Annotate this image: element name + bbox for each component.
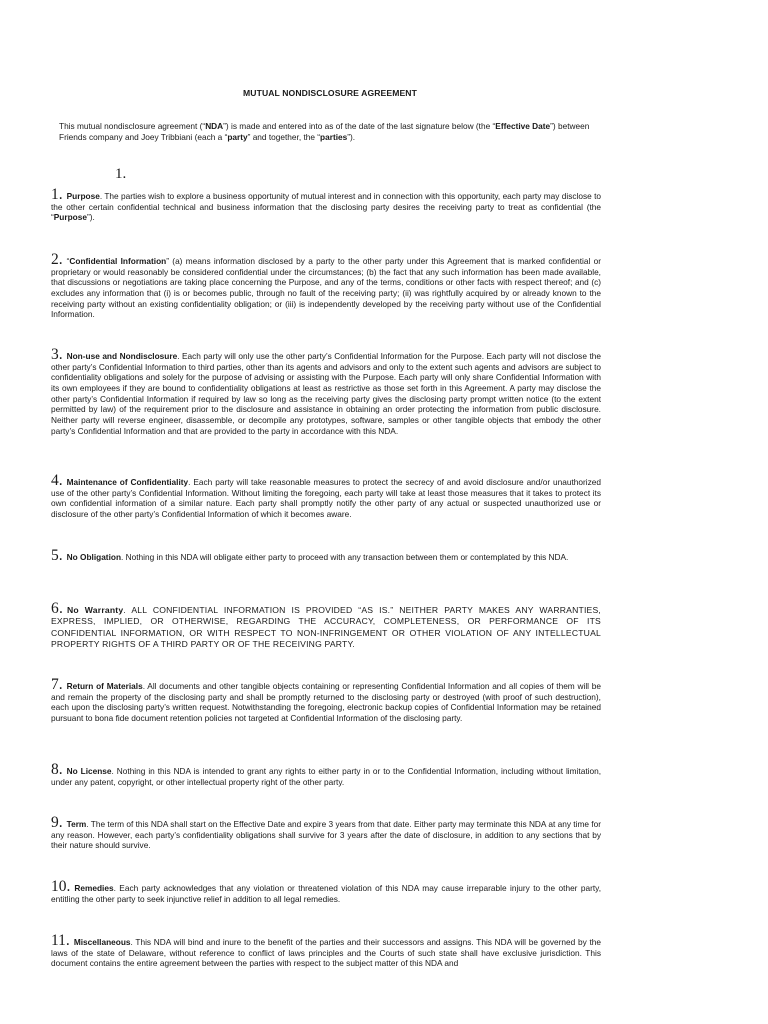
intro-paragraph <box>59 121 601 142</box>
section-body: . The parties wish to explore a business opportunity of mutual interest and in connection with this opportunity, each party may disclose to the other certain confidential technical and business information that the disclosing party desires the receiving party to treat as confidential (the “ <box>51 191 601 223</box>
intro-term-party: party <box>227 131 248 142</box>
section-confidential-information <box>51 251 601 320</box>
section-heading: Non-use and Nondisclosure <box>66 351 178 361</box>
section-return-of-materials <box>51 676 601 724</box>
section-body: ”). <box>86 212 95 223</box>
section-body: . Each party will take reasonable measures to protect the secrecy of and avoid disclosure and/or unauthorized use of the other party’s Confidential Information. Without limiting the foregoing, each party will take at least those measures that it takes to protect its own confidential information of a similar nature. Each party shall promptly notify the other party of any actual or suspected unauthorized use or disclosure of the other party’s Confidential Information of which it becomes aware. <box>51 477 601 519</box>
section-body: . All documents and other tangible objects containing or representing Confidential Information and all copies of them will be and remain the property of the disclosing party and shall be promptly returned to the disclosing party or destroyed (with proof of such destruction), each upon the disclosing party’s written request. Notwithstanding the foregoing, electronic backup copies of Confidential Information may be retained pursuant to bona fide document retention policies not targeted at Confidential Information of the disclosing party. <box>51 681 601 723</box>
section-number: 5. <box>51 547 63 564</box>
section-body: . The term of this NDA shall start on the Effective Date and expire 3 years from that date. Either party may terminate this NDA at any time for any reason. However, each party’s confidentiality obligations shall survive for 3 years after the date of disclosure, in addition to any sections that by their nature should survive. <box>51 819 601 851</box>
section-non-use <box>51 346 601 436</box>
section-no-license <box>51 761 602 787</box>
section-body: . Each party will only use the other party’s Confidential Information for the Purpose. Each party will not disclose the other party’s Confidential Information to third parties, other than its agents and advisors and only to the extent such agents and advisors are subject to confidentiality obligations and solely for the purpose of advising or assisting with the Purpose. Each party will only share Confidential Information with its own employees if they are bound to confidentiality obligations at least as restrictive as those set forth in this Agreement. A party may disclose the other party’s Confidential Information if required by law so long as the receiving party gives the disclosing party prompt written notice (to the extent permitted by law) of the requirement prior to the disclosure and assistance in obtaining an order protecting the information from public disclosure. Neither party will reverse engineer, disassemble, or decompile any prototypes, software, samples or other tangible objects that embody the other party’s Confidential Information and that are provided to the party in accordance with this NDA. <box>51 351 601 436</box>
intro-text: ” and together, the “ <box>247 131 321 142</box>
section-number: 11. <box>51 932 70 949</box>
section-heading: Miscellaneous <box>73 937 131 947</box>
section-number: 4. <box>51 472 63 489</box>
section-number: 1. <box>51 186 63 203</box>
section-body: . Nothing in this NDA is intended to grant any rights to either party in or to the Confidential Information, including without limitation, under any patent, copyright, or other intellectual property right of the other party. <box>51 766 602 787</box>
intro-text: ”) between Friends company and Joey Tribbiani (each a “ <box>59 121 590 142</box>
section-term <box>51 814 601 851</box>
section-body: “ <box>66 256 70 266</box>
section-heading: No License <box>66 766 112 776</box>
intro-text: This mutual nondisclosure agreement (“ <box>59 121 206 131</box>
intro-term-effective-date: Effective Date <box>495 121 551 131</box>
section-defined-term: Purpose <box>53 212 87 223</box>
section-body: . ALL CONFIDENTIAL INFORMATION IS PROVIDED “AS IS.” NEITHER PARTY MAKES ANY WARRANTIES, EXPRESS, IMPLIED, OR OTHERWISE, REGARDING THE ACCURACY, COMPLETENESS, OR PERFORMANCE OF ITS CONFIDENTIAL INFORMATION, OR WITH RESPECT TO NON-INFRINGEMENT OR OTHER VIOLATION OF ANY INTELLECTUAL PROPERTY RIGHTS OF A THIRD PARTY OR OF THE RECEIVING PARTY. <box>51 605 601 650</box>
section-number: 9. <box>51 814 63 831</box>
section-purpose <box>51 186 601 223</box>
intro-term-nda: NDA <box>205 121 224 131</box>
section-heading: No Warranty <box>67 605 124 615</box>
section-number: 2. <box>51 251 63 268</box>
section-miscellaneous <box>51 932 601 969</box>
section-number: 10. <box>51 878 71 895</box>
section-body: ” (a) means information disclosed by a party to the other party under this Agreement that is marked confidential or proprietary or would reasonably be considered confidential under the circumstances; (b) the fact that any such information has been made available, that discussions or negotiations are taking place concerning the Purpose, and any of the terms, conditions or other facts with respect thereof; and (c) excludes any information that (i) is or becomes public, through no fault of the receiving party; (ii) was rightfully acquired by or already known to the receiving party without an existing confidentiality obligation; or (iii) is independently developed by the receiving party without use of the Confidential Information. <box>51 256 601 320</box>
section-number: 8. <box>51 761 63 778</box>
section-body: . This NDA will bind and inure to the benefit of the parties and their successors and assigns. This NDA will be governed by the laws of the state of Delaware, without reference to conflict of laws principles and the Courts of such state shall have exclusive jurisdiction. This document contains the entire agreement between the parties with respect to the subject matter of this NDA and <box>51 937 601 969</box>
section-maintenance <box>51 472 601 520</box>
document-title: MUTUAL NONDISCLOSURE AGREEMENT <box>243 88 417 98</box>
section-heading: No Obligation <box>66 552 122 562</box>
intro-term-parties: parties <box>320 131 348 142</box>
intro-text: ”) is made and entered into as of the date of the last signature below (the “ <box>223 121 496 131</box>
section-heading: Confidential Information <box>69 256 167 266</box>
section-no-obligation <box>51 547 601 564</box>
section-heading: Term <box>66 819 87 829</box>
section-heading: Return of Materials <box>66 681 143 691</box>
section-body: . Each party acknowledges that any violation or threatened violation of this NDA may cause irreparable injury to the other party, entitling the other party to seek injunctive relief in addition to all legal remedies. <box>51 883 601 904</box>
section-number: 6. <box>51 600 64 617</box>
section-heading: Remedies <box>74 883 114 893</box>
section-remedies <box>51 878 601 904</box>
section-heading: Maintenance of Confidentiality <box>66 477 189 487</box>
section-number: 3. <box>51 346 63 363</box>
intro-text: ”). <box>347 131 356 142</box>
stray-section-number: 1. <box>115 166 127 182</box>
section-heading: Purpose <box>66 191 100 201</box>
section-body: . Nothing in this NDA will obligate either party to proceed with any transaction between them or contemplated by this NDA. <box>121 552 569 562</box>
section-no-warranty <box>51 600 601 651</box>
section-number: 7. <box>51 676 63 693</box>
